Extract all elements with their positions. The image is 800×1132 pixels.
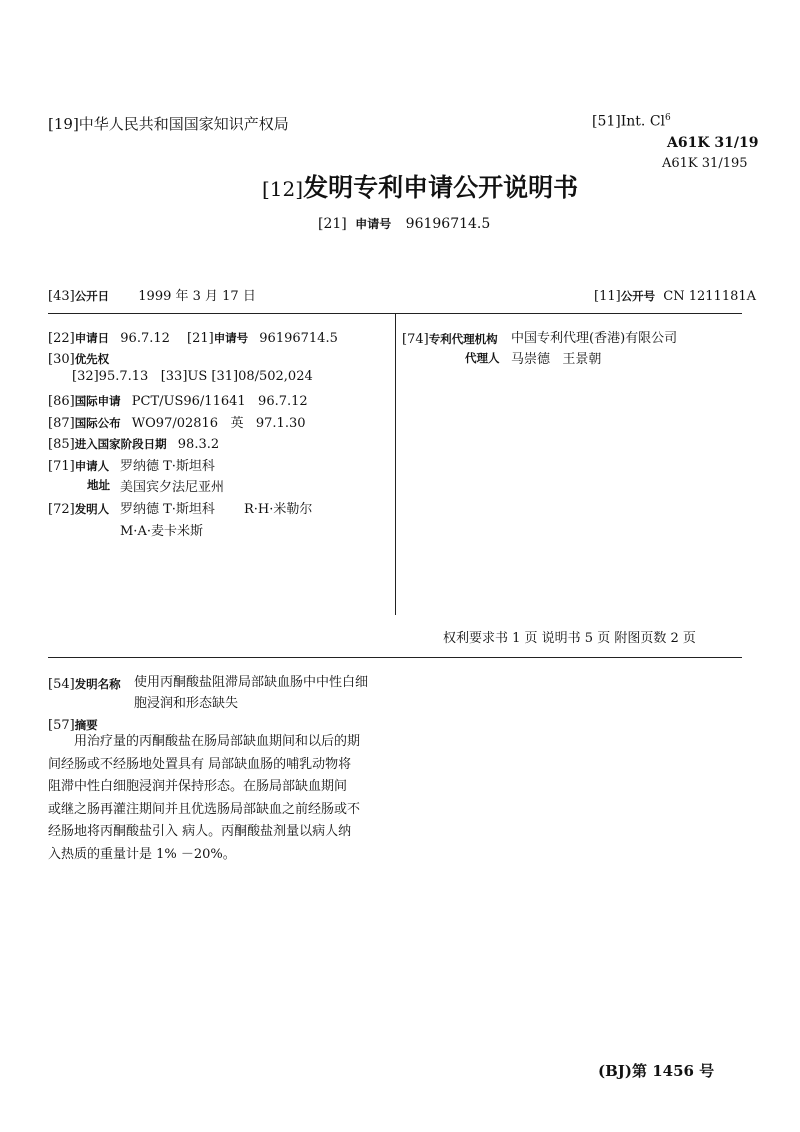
doc-type-title — [262, 168, 578, 204]
doc-type: 发明专利申请公开说明书 — [303, 173, 579, 202]
intl-pub-value: WO97/02816 英 97.1.30 — [131, 416, 306, 431]
national-label: 进入国家阶段日期 — [74, 437, 167, 451]
app-code: [21] — [187, 331, 214, 346]
agency-code: [74] — [402, 332, 429, 347]
agent-label: 代理人 — [465, 351, 500, 365]
abstract-line: 或继之肠再灌注期间并且优选肠局部缺血之前经肠或不 — [48, 801, 361, 817]
abstract-line: 用治疗量的丙酮酸盐在肠局部缺血期间和以后的期 — [74, 734, 361, 749]
app-number-line — [318, 215, 490, 232]
intl-app-label: 国际申请 — [74, 394, 121, 408]
abstract-line: 入热质的重量计是 1% －20%。 — [48, 846, 236, 862]
title-code: [54] — [48, 677, 75, 692]
int-cl-code: [51] — [592, 113, 621, 130]
priority-code: [30] — [48, 352, 75, 367]
filing-label: 申请日 — [74, 331, 110, 345]
agent-value: 马崇德 王景朝 — [511, 352, 602, 367]
title-label-line — [48, 673, 121, 692]
filing-date: 96.7.12 — [120, 331, 170, 346]
address-label: 地址 — [87, 478, 110, 492]
priority-label: 优先权 — [74, 352, 110, 366]
middle-rule — [48, 657, 742, 658]
intl-pub-label: 国际公布 — [74, 416, 121, 430]
intl-app-code: [86] — [48, 394, 75, 409]
national-code: [85] — [48, 437, 75, 452]
office-name: 中华人民共和国国家知识产权局 — [78, 115, 289, 133]
intl-app-line — [48, 390, 308, 409]
abstract-line: 经肠地将丙酮酸盐引入 病人。丙酮酸盐剂量以病人纳 — [48, 824, 352, 839]
filing-line — [48, 327, 338, 346]
footer-number: (BJ)第 1456 号 — [598, 1062, 715, 1080]
pub-date-code: [43] — [48, 289, 75, 304]
national-value: 98.3.2 — [177, 437, 220, 452]
priority-header — [48, 348, 109, 367]
inventor-2: R·H·米勒尔 — [244, 502, 313, 517]
app-no-label: 申请号 — [355, 217, 392, 231]
intl-pub-code: [87] — [48, 416, 75, 431]
doc-type-code: [12] — [262, 177, 304, 201]
inventor-line — [48, 498, 109, 517]
agency-line — [402, 328, 498, 347]
pub-no-label: 公开号 — [620, 289, 656, 303]
applicant-line — [48, 455, 109, 474]
pub-date-label: 公开日 — [74, 289, 110, 303]
column-divider — [395, 313, 396, 615]
pub-date-line — [48, 285, 256, 304]
agency-value: 中国专利代理(香港)有限公司 — [511, 331, 678, 346]
int-cl-sup: 6 — [665, 113, 671, 123]
pub-no-code: [11] — [594, 289, 621, 304]
applicant-code: [71] — [48, 459, 75, 474]
address-value: 美国宾夕法尼亚州 — [120, 480, 225, 495]
intl-app-value: PCT/US96/11641 96.7.12 — [131, 394, 308, 409]
invention-title-line2: 胞浸润和形态缺失 — [134, 696, 239, 711]
int-cl-1: A61K 31/19 — [667, 135, 759, 151]
pub-date: 1999 年 3 月 17 日 — [138, 289, 256, 304]
abstract-line: 阻滞中性白细胞浸润并保持形态。在肠局部缺血期间 — [48, 779, 348, 794]
inventor-1: 罗纳德 T·斯坦科 — [120, 502, 215, 517]
app-no: 96196714.5 — [259, 331, 338, 346]
filing-code: [22] — [48, 331, 75, 346]
inventor-label: 发明人 — [74, 502, 110, 516]
abstract-text — [48, 731, 388, 866]
inventor-code: [72] — [48, 502, 75, 517]
int-cl-2: A61K 31/195 — [662, 156, 748, 171]
applicant-value: 罗纳德 T·斯坦科 — [120, 459, 215, 474]
int-cl-line — [592, 113, 671, 130]
priority-value: [32]95.7.13 [33]US [31]08/502,024 — [72, 369, 313, 384]
app-no-code: [21] — [318, 216, 347, 232]
inventor-3: M·A·麦卡米斯 — [120, 524, 203, 539]
office-code: [19] — [48, 115, 79, 133]
pages-info: 权利要求书 1 页 说明书 5 页 附图页数 2 页 — [443, 631, 696, 646]
abstract-label: 摘要 — [74, 718, 98, 732]
abstract-line: 间经肠或不经肠地处置具有 局部缺血肠的哺乳动物将 — [48, 756, 352, 772]
pub-no-line — [594, 285, 756, 304]
national-line — [48, 433, 219, 452]
intl-pub-line — [48, 412, 306, 431]
agency-label: 专利代理机构 — [428, 332, 498, 346]
office-line — [48, 113, 289, 134]
abstract-code: [57] — [48, 718, 75, 733]
int-cl-label: Int. Cl — [620, 113, 666, 130]
title-label: 发明名称 — [74, 677, 121, 691]
applicant-label: 申请人 — [74, 459, 110, 473]
pub-no: CN 1211181A — [663, 289, 757, 304]
app-no-value: 96196714.5 — [405, 216, 491, 232]
app-label: 申请号 — [213, 331, 249, 345]
invention-title-line1: 使用丙酮酸盐阻滞局部缺血肠中中性白细 — [134, 675, 369, 690]
